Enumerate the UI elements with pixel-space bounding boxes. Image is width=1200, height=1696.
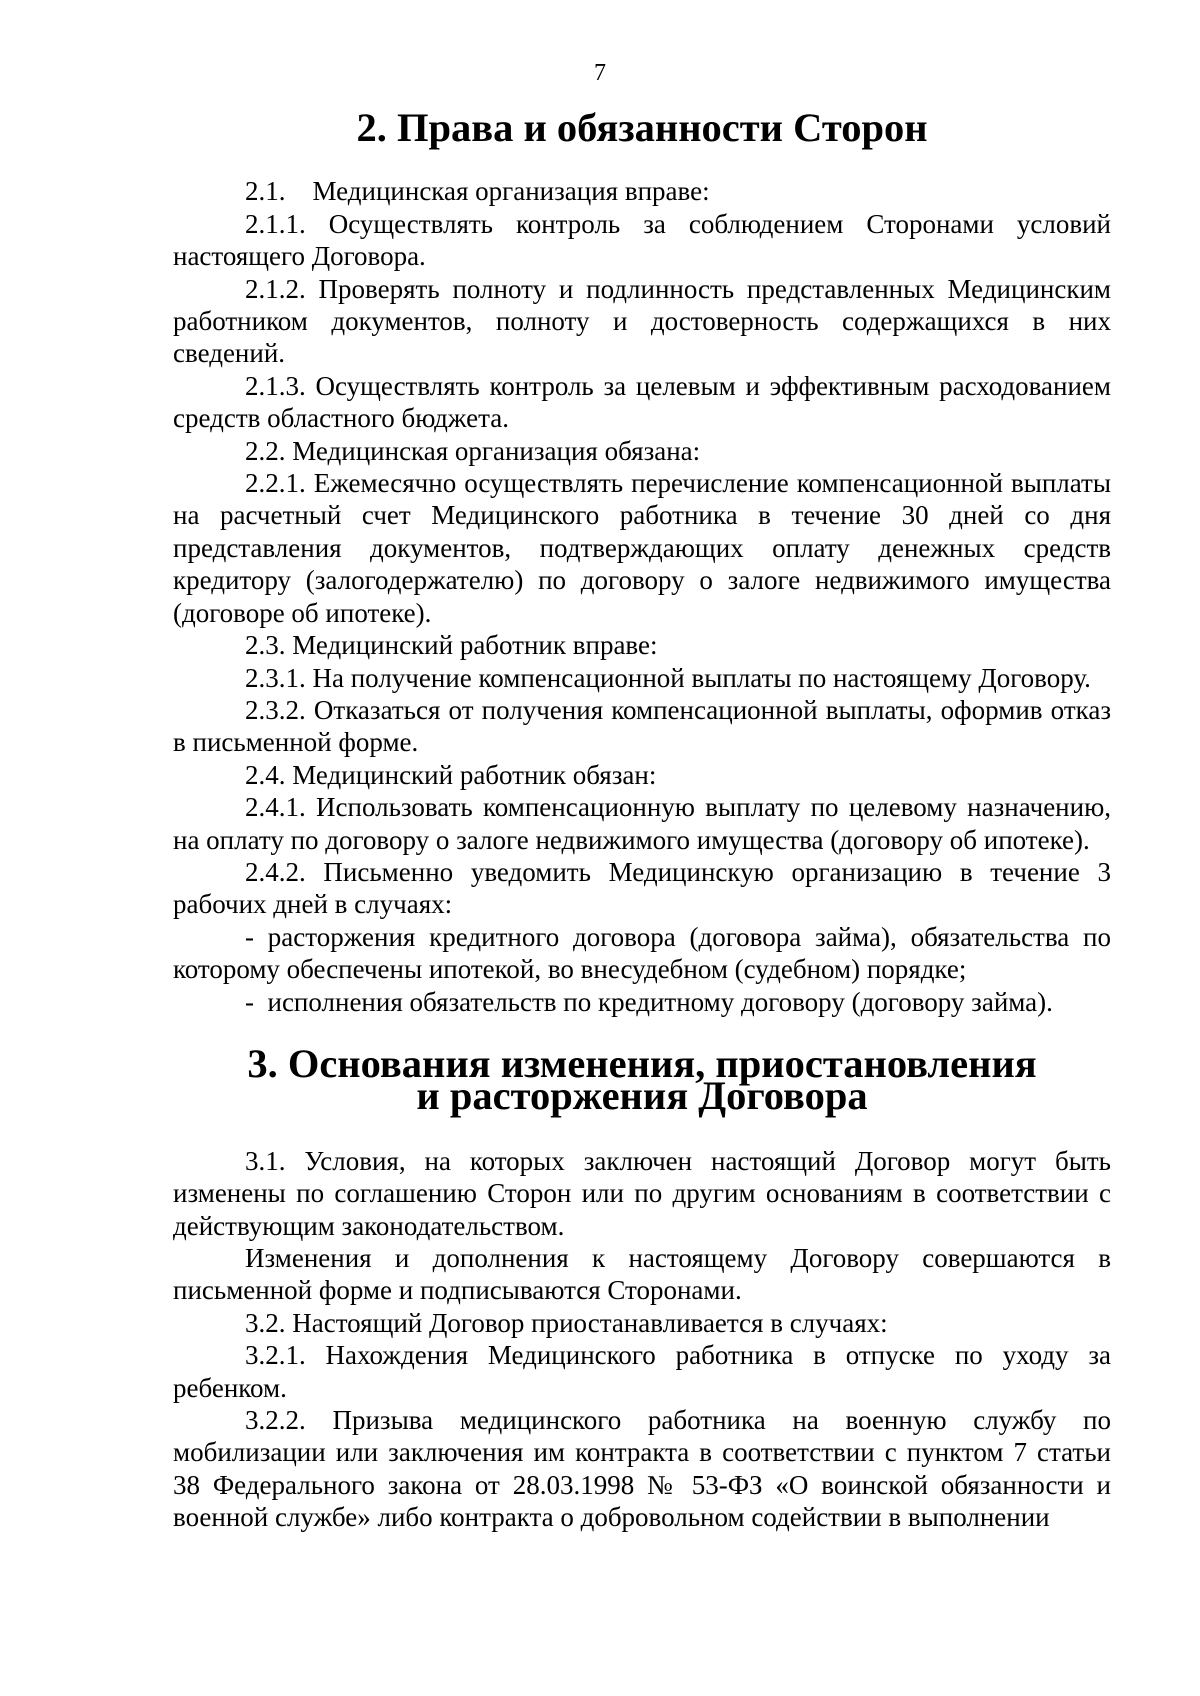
paragraph-2-1: 2.1. Медицинская организация вправе: — [245, 176, 710, 207]
list-item-termination: - расторжения кредитного договора (договора займа), обязательства по которому обеспечены ипотекой, во внесудебном (судебном) порядке; — [173, 921, 1111, 985]
section-3-heading — [173, 1040, 1111, 1119]
document-body — [173, 105, 1111, 1534]
paragraph-2-4: 2.4. Медицинский работник обязан: — [245, 759, 657, 790]
paragraph-2-3-2: 2.3.2. Отказаться от получения компенсационной выплаты, оформив отказ в письменной форме. — [173, 694, 1111, 758]
paragraph-2-1-3: 2.1.3. Осуществлять контроль за целевым и эффективным расходованием средств областного бюджета. — [173, 370, 1111, 434]
paragraph-2-3-1: 2.3.1. На получение компенсационной выплаты по настоящему Договору. — [245, 662, 1091, 693]
section-3-heading-line-1: 3. Основания изменения, приостановления — [247, 1040, 1037, 1086]
paragraph-2-2-1: 2.2.1. Ежемесячно осуществлять перечисление компенсационной выплаты на расчетный счет Медицинского работника в течение 30 дней со дня представления документов, подтверждающих оплату денежных средств кредитору (залогодержателю) по договору о залоге недвижимого имущества (договоре об ипотеке). — [173, 468, 1111, 628]
paragraph-2-4-1: 2.4.1. Использовать компенсационную выплату по целевому назначению, на оплату по договору о залоге недвижимого имущества (договору об ипотеке). — [173, 792, 1111, 855]
paragraph-3-1-amendments: Изменения и дополнения к настоящему Договору совершаются в письменной форме и подписываются Сторонами. — [173, 1243, 1111, 1306]
paragraph-2-1-2: 2.1.2. Проверять полноту и подлинность представленных Медицинским работником документов, полноту и достоверность содержащихся в них сведений. — [173, 273, 1111, 369]
paragraph-3-2: 3.2. Настоящий Договор приостанавливается в случаях: — [245, 1307, 888, 1338]
section-2-heading: 2. Права и обязанности Сторон — [356, 105, 928, 150]
paragraph-3-2-2: 3.2.2. Призыва медицинского работника на военную службу по мобилизации или заключения им контракта в соответствии с пунктом 7 статьи 38 Федерального закона от 28.03.1998 № 53-ФЗ «О воинской обязанности и военной службе» либо контракта о добровольном содействии в выполнении — [173, 1405, 1111, 1533]
section-3-heading-line-2: и расторжения Договора — [416, 1073, 868, 1119]
paragraph-3-2-1: 3.2.1. Нахождения Медицинского работника в отпуске по уходу за ребенком. — [173, 1340, 1111, 1403]
paragraph-3-1: 3.1. Условия, на которых заключен настоящий Договор могут быть изменены по соглашению Сторон или по другим основаниям в соответствии с действующим законодательством. — [173, 1145, 1111, 1241]
paragraph-2-2: 2.2. Медицинская организация обязана: — [245, 435, 701, 466]
list-item-fulfillment: - исполнения обязательств по кредитному договору (договору займа). — [245, 986, 1053, 1017]
paragraph-2-1-1: 2.1.1. Осуществлять контроль за соблюдением Сторонами условий настоящего Договора. — [173, 208, 1111, 272]
paragraph-2-4-2: 2.4.2. Письменно уведомить Медицинскую организацию в течение 3 рабочих дней в случаях: — [173, 856, 1111, 920]
page-number: 7 — [594, 60, 606, 86]
paragraph-2-3: 2.3. Медицинский работник вправе: — [245, 630, 658, 661]
